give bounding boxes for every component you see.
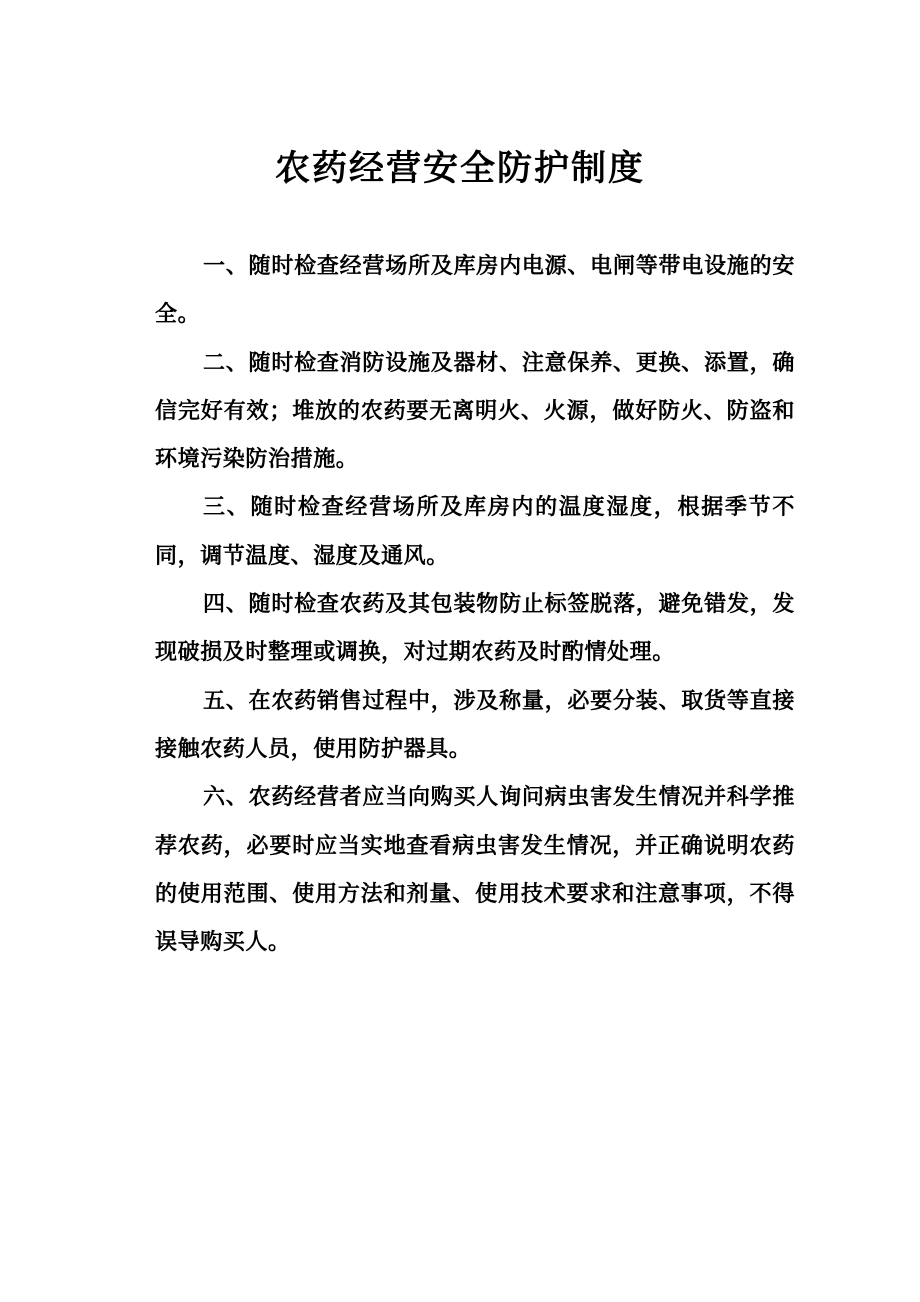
paragraph-2: 二、随时检查消防设施及器材、注意保养、更换、添置，确信完好有效；堆放的农药要无离明火、火源，做好防火、防盗和环境污染防治措施。 (155, 349, 795, 473)
paragraph-3: 三、随时检查经营场所及库房内的温度湿度，根据季节不同，调节温度、湿度及通风。 (155, 494, 795, 569)
document-body (155, 242, 795, 966)
document-title: 农药经营安全防护制度 (274, 148, 645, 189)
paragraph-5: 五、在农药销售过程中，涉及称量，必要分装、取货等直接接触农药人员，使用防护器具。 (155, 687, 795, 762)
paragraph-6: 六、农药经营者应当向购买人询问病虫害发生情况并科学推荐农药，必要时应当实地查看病虫害发生情况，并正确说明农药的使用范围、使用方法和剂量、使用技术要求和注意事项，不得误导购买人。 (155, 784, 795, 956)
paragraph-1: 一、随时检查经营场所及库房内电源、电闸等带电设施的安全。 (155, 253, 795, 328)
paragraph-4: 四、随时检查农药及其包装物防止标签脱落，避免错发，发现破损及时整理或调换，对过期农药及时酌情处理。 (155, 591, 795, 666)
